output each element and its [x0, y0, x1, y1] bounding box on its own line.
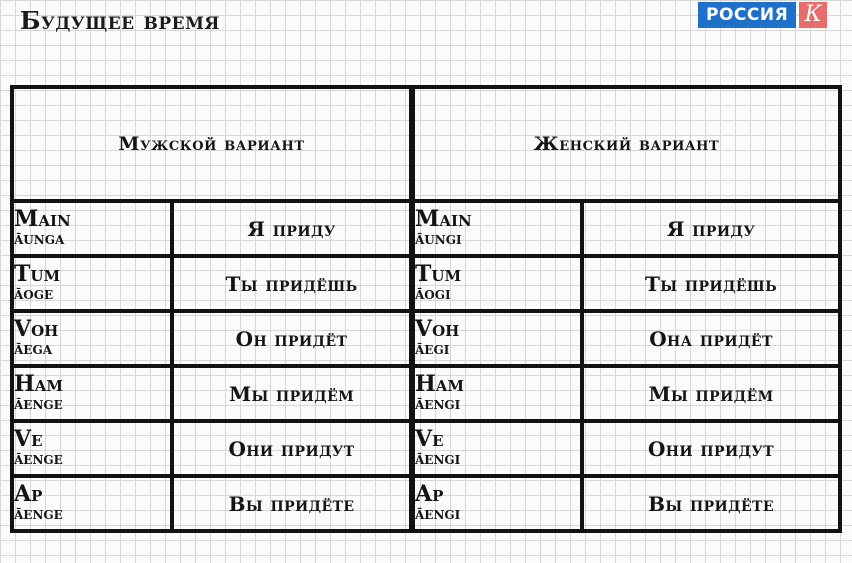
- conjugation-table: [10, 85, 842, 533]
- masculine-hindi-cell: [12, 256, 172, 311]
- masculine-pronoun: Ap: [14, 481, 43, 508]
- table-row: [12, 311, 840, 366]
- masculine-hindi-cell: [12, 311, 172, 366]
- masculine-pronoun: Ham: [14, 371, 64, 398]
- feminine-verb: āengi: [415, 504, 461, 525]
- masculine-translation: Я приду: [172, 201, 412, 256]
- masculine-pronoun: Tum: [14, 261, 61, 288]
- feminine-translation: Мы придём: [582, 366, 840, 421]
- feminine-hindi-cell: [412, 311, 582, 366]
- masculine-hindi-cell: [12, 201, 172, 256]
- feminine-hindi-cell: [412, 421, 582, 476]
- feminine-verb: āengi: [415, 394, 461, 415]
- masculine-verb: āenge: [14, 449, 63, 470]
- feminine-pronoun: Ve: [415, 426, 444, 453]
- table-row: [12, 421, 840, 476]
- feminine-pronoun: Voh: [415, 316, 460, 343]
- feminine-verb: āegi: [415, 339, 450, 360]
- masculine-translation: Мы придём: [172, 366, 412, 421]
- masculine-translation: Они придут: [172, 421, 412, 476]
- masculine-hindi-cell: [12, 421, 172, 476]
- channel-logo: [698, 2, 827, 28]
- feminine-translation: Я приду: [582, 201, 840, 256]
- feminine-pronoun: Tum: [415, 261, 462, 288]
- header-row: [12, 87, 840, 201]
- masculine-pronoun: Main: [14, 206, 71, 233]
- feminine-pronoun: Main: [415, 206, 472, 233]
- feminine-hindi-cell: [412, 201, 582, 256]
- feminine-verb: āengi: [415, 449, 461, 470]
- feminine-hindi-cell: [412, 256, 582, 311]
- header-masculine: Мужской вариант: [12, 87, 412, 201]
- table-row: [12, 476, 840, 531]
- feminine-verb: āogi: [415, 284, 451, 305]
- masculine-hindi-cell: [12, 366, 172, 421]
- masculine-translation: Ты придёшь: [172, 256, 412, 311]
- table-body: [12, 201, 840, 531]
- feminine-hindi-cell: [412, 476, 582, 531]
- feminine-translation: Вы придёте: [582, 476, 840, 531]
- feminine-pronoun: Ham: [415, 371, 465, 398]
- feminine-hindi-cell: [412, 366, 582, 421]
- feminine-translation: Она придёт: [582, 311, 840, 366]
- feminine-translation: Ты придёшь: [582, 256, 840, 311]
- masculine-verb: āunga: [14, 229, 65, 250]
- masculine-translation: Вы придёте: [172, 476, 412, 531]
- header-feminine: Женский вариант: [412, 87, 840, 201]
- feminine-pronoun: Ap: [415, 481, 444, 508]
- masculine-verb: āoge: [14, 284, 54, 305]
- logo-text: РОССИЯ: [698, 2, 796, 28]
- page-title: Будущее время: [20, 6, 220, 35]
- masculine-verb: āega: [14, 339, 53, 360]
- table-row: [12, 256, 840, 311]
- table-row: [12, 201, 840, 256]
- masculine-pronoun: Voh: [14, 316, 59, 343]
- masculine-translation: Он придёт: [172, 311, 412, 366]
- masculine-verb: āenge: [14, 504, 63, 525]
- logo-k-icon: К: [799, 2, 827, 28]
- masculine-verb: āenge: [14, 394, 63, 415]
- masculine-hindi-cell: [12, 476, 172, 531]
- table-row: [12, 366, 840, 421]
- feminine-translation: Они придут: [582, 421, 840, 476]
- feminine-verb: āungi: [415, 229, 462, 250]
- masculine-pronoun: Ve: [14, 426, 43, 453]
